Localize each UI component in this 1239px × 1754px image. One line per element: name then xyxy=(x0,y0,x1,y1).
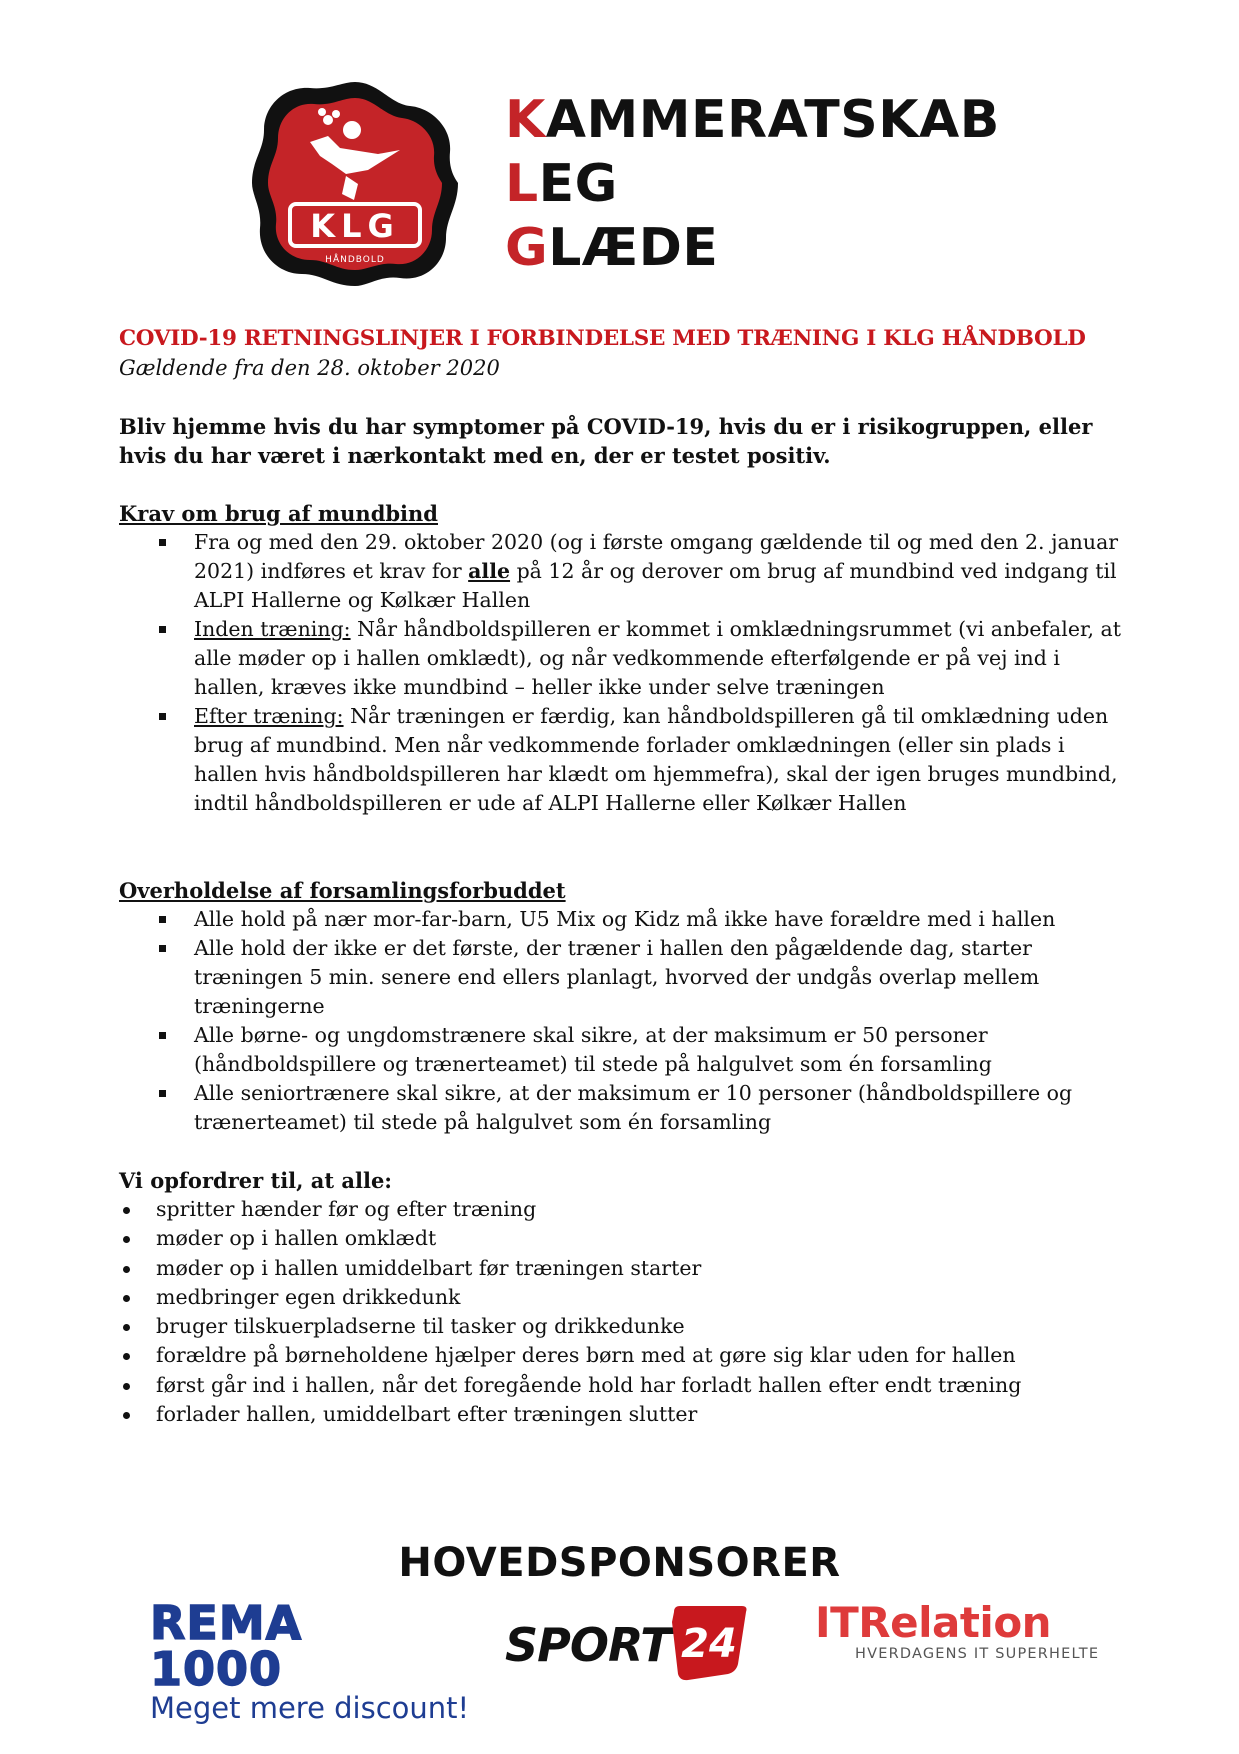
rema-1000-tagline: Meget mere discount! xyxy=(150,1691,470,1725)
list-item: Alle børne- og ungdomstrænere skal sikre, at der maksimum er 50 personer (håndboldspillere og trænerteamet) til stede på halgulvet som én forsamling xyxy=(119,1021,1129,1079)
list-item: bruger tilskuerpladserne til tasker og drikkedunke xyxy=(119,1312,1129,1341)
list-item: Efter træning: Når træningen er færdig, kan håndboldspilleren gå til omklædning uden brug af mundbind. Men når vedkommende forlader omklædningen (eller sin plads i hallen hvis håndboldspilleren har klædt om hjemmefra), skal der igen bruges mundbind, indtil håndboldspilleren er ude af ALPI Hallerne eller Kølkær Hallen xyxy=(119,702,1129,818)
slogan-line-3: GLÆDE xyxy=(505,218,719,278)
urge-list xyxy=(119,1195,1129,1429)
assembly-rules-list xyxy=(119,905,1129,1137)
itrelation-wordmark: ITRelation xyxy=(815,1598,1052,1647)
club-slogan xyxy=(505,88,1000,280)
sport24-logo xyxy=(505,1600,750,1680)
page-header xyxy=(250,78,1010,288)
list-item: Alle hold der ikke er det første, der træner i hallen den pågældende dag, starter træningen 5 min. senere end ellers planlagt, hvorved der undgås overlap mellem træningerne xyxy=(119,934,1129,1021)
itrelation-tagline: HVERDAGENS IT SUPERHELTE xyxy=(855,1646,1100,1662)
list-item: Inden træning: Når håndboldspilleren er kommet i omklædningsrummet (vi anbefaler, at alle møder op i hallen omklædt), og når vedkommende efterfølgende er på vej ind i hallen, kræves ikke mundbind – heller ikke under selve træningen xyxy=(119,615,1129,702)
sport24-wordmark: SPORT xyxy=(505,1618,671,1672)
svg-text:24: 24 xyxy=(681,1621,737,1667)
mask-section-heading: Krav om brug af mundbind xyxy=(119,501,438,526)
itrelation-logo xyxy=(815,1598,1100,1680)
list-item: Alle seniortrænere skal sikre, at der maksimum er 10 personer (håndboldspillere og trænerteamet) til stede på halgulvet som én forsamling xyxy=(119,1079,1129,1137)
rema-1000-wordmark: REMA 1000 xyxy=(150,1596,303,1696)
svg-text:KLG: KLG xyxy=(310,207,400,245)
sport24-badge-icon xyxy=(668,1602,750,1682)
intro-paragraph: Bliv hjemme hvis du har symptomer på COVID-19, hvis du er i risikogruppen, eller hvis du har været i nærkontakt med en, der er testet positiv. xyxy=(119,414,1093,468)
list-item: møder op i hallen umiddelbart før træningen starter xyxy=(119,1254,1129,1283)
slogan-line-1: KAMMERATSKAB xyxy=(505,90,1000,150)
list-item: Alle hold på nær mor-far-barn, U5 Mix og Kidz må ikke have forældre med i hallen xyxy=(119,905,1129,934)
rema-1000-logo xyxy=(150,1596,470,1725)
document-body xyxy=(119,324,1129,1429)
list-item: Fra og med den 29. oktober 2020 (og i første omgang gældende til og med den 2. januar 2021) indføres et krav for alle på 12 år og derover om brug af mundbind ved indgang til ALPI Hallerne og Kølkær Hallen xyxy=(119,528,1129,615)
klg-club-logo xyxy=(250,78,460,288)
list-item: spritter hænder før og efter træning xyxy=(119,1195,1129,1224)
document-subtitle: Gældende fra den 28. oktober 2020 xyxy=(119,356,500,380)
sponsors-heading: HOVEDSPONSORER xyxy=(398,1540,841,1586)
slogan-line-2: LEG xyxy=(505,154,618,214)
svg-text:HÅNDBOLD: HÅNDBOLD xyxy=(325,255,385,265)
document-title: COVID-19 RETNINGSLINJER I FORBINDELSE MED TRÆNING I KLG HÅNDBOLD xyxy=(119,326,1086,351)
list-item: møder op i hallen omklædt xyxy=(119,1224,1129,1253)
assembly-section-heading: Overholdelse af forsamlingsforbuddet xyxy=(119,878,566,903)
list-item: medbringer egen drikkedunk xyxy=(119,1283,1129,1312)
list-item: forældre på børneholdene hjælper deres børn med at gøre sig klar uden for hallen xyxy=(119,1341,1129,1370)
list-item: forlader hallen, umiddelbart efter træningen slutter xyxy=(119,1400,1129,1429)
mask-rules-list xyxy=(119,528,1129,818)
list-item: først går ind i hallen, når det foregående hold har forladt hallen efter endt træning xyxy=(119,1371,1129,1400)
urge-heading: Vi opfordrer til, at alle: xyxy=(119,1168,393,1193)
